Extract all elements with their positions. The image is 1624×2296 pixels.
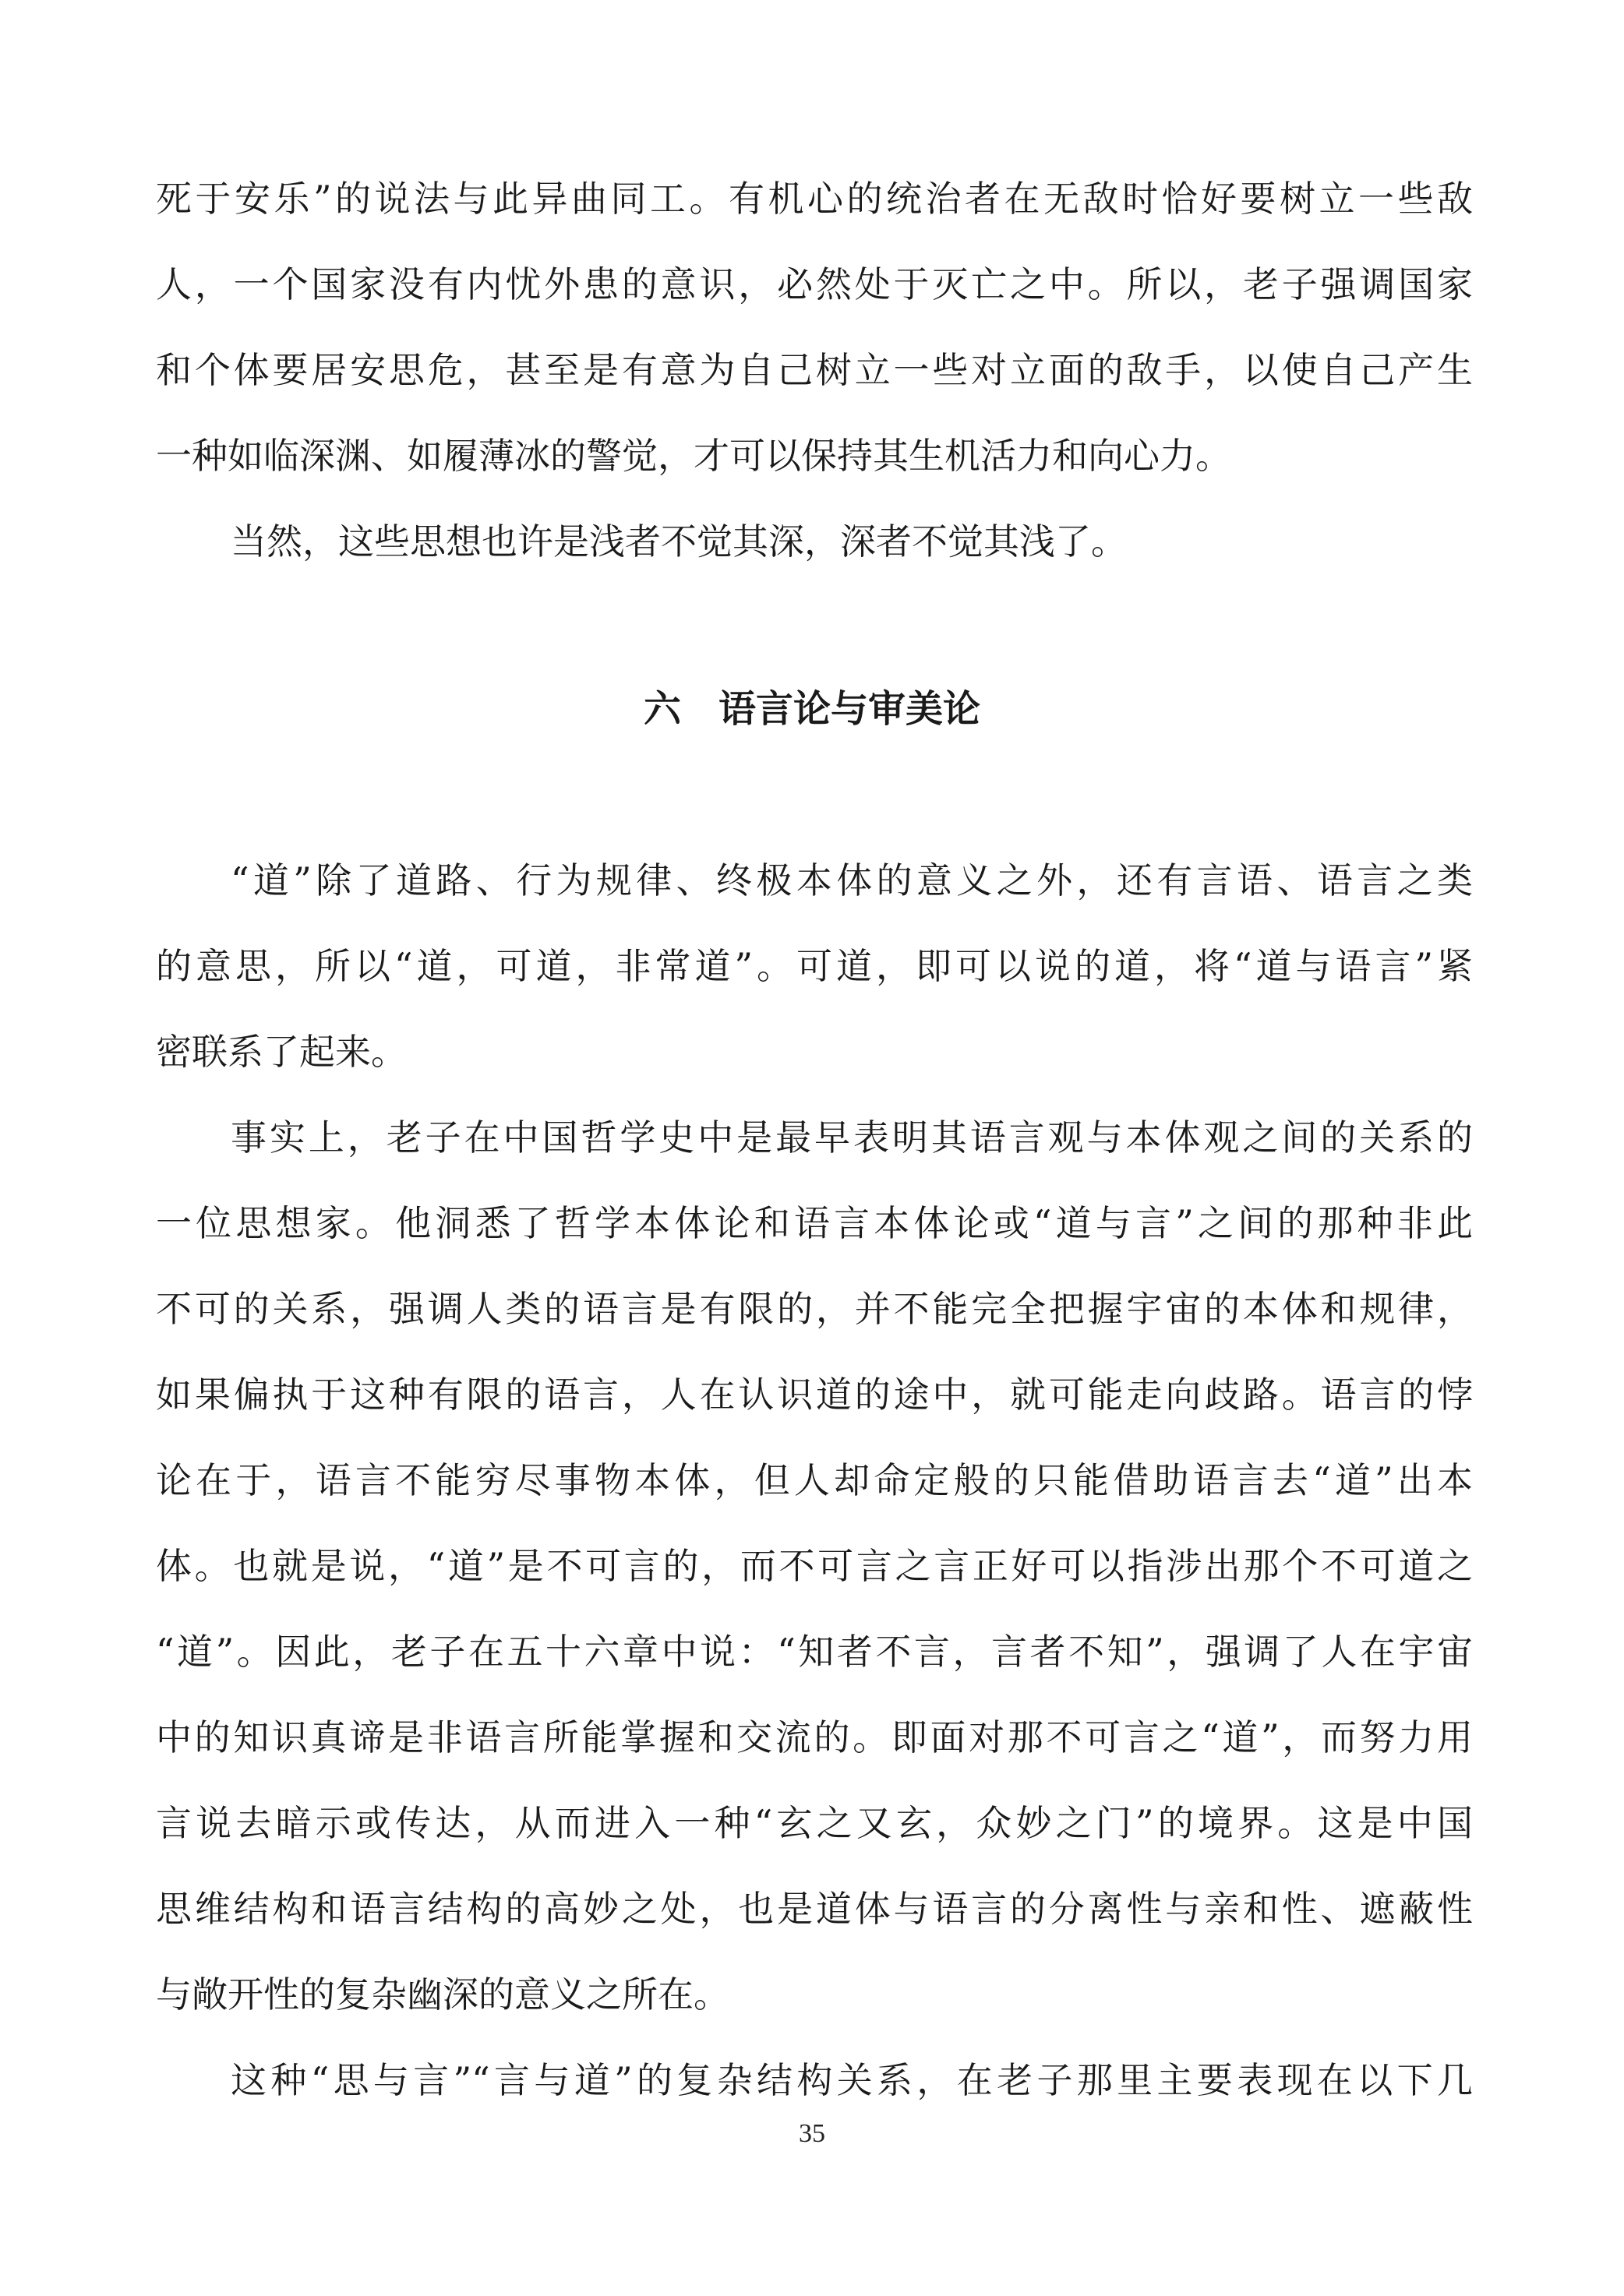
paragraph-continuation (156, 156, 1473, 499)
paragraph (156, 499, 1473, 584)
text-line: 的意思，所以“道，可道，非常道”。可道，即可以说的道，将“道与语言”紧 (156, 945, 1473, 987)
text-line: 人，一个国家没有内忧外患的意识，必然处于灭亡之中。所以，老子强调国家 (156, 263, 1473, 305)
page-number: 35 (799, 2119, 825, 2148)
paragraph-ending (156, 1952, 1473, 2037)
text-line: 一位思想家。他洞悉了哲学本体论和语言本体论或“道与言”之间的那种非此 (156, 1202, 1473, 1244)
text-line: 密联系了起来。 (156, 1031, 407, 1073)
paragraph (156, 2037, 1473, 2123)
text-line: 思维结构和语言结构的高妙之处，也是道体与语言的分离性与亲和性、遮蔽性 (156, 1888, 1473, 1930)
text-line: 不可的关系，强调人类的语言是有限的，并不能完全把握宇宙的本体和规律， (156, 1288, 1473, 1330)
paragraph (156, 1095, 1473, 1952)
text-line: 中的知识真谛是非语言所能掌握和交流的。即面对那不可言之“道”，而努力用 (156, 1716, 1473, 1758)
text-line: 死于安乐”的说法与此异曲同工。有机心的统治者在无敌时恰好要树立一些敌 (156, 178, 1473, 220)
text-line: “道”除了道路、行为规律、终极本体的意义之外，还有言语、语言之类 (231, 859, 1473, 901)
text-line: 与敞开性的复杂幽深的意义之所在。 (156, 1973, 729, 2016)
text-line: 和个体要居安思危，甚至是有意为自己树立一些对立面的敌手，以使自己产生 (156, 349, 1473, 391)
text-line: 一种如临深渊、如履薄冰的警觉，才可以保持其生机活力和向心力。 (156, 435, 1231, 477)
text-line: “道”。因此，老子在五十六章中说：“知者不言，言者不知”，强调了人在宇宙 (156, 1631, 1473, 1673)
text-line: 论在于，语言不能穷尽事物本体，但人却命定般的只能借助语言去“道”出本 (156, 1459, 1473, 1501)
section-heading: 六 语言论与审美论 (643, 687, 980, 731)
text-line: 体。也就是说，“道”是不可言的，而不可言之言正好可以指涉出那个不可道之 (156, 1545, 1473, 1587)
text-line: 如果偏执于这种有限的语言，人在认识道的途中，就可能走向歧路。语言的悖 (156, 1374, 1473, 1416)
text-line: 事实上，老子在中国哲学史中是最早表明其语言观与本体观之间的关系的 (231, 1116, 1473, 1159)
text-line: 当然，这些思想也许是浅者不觉其深，深者不觉其浅了。 (231, 520, 1127, 563)
text-line: 这种“思与言”“言与道”的复杂结构关系，在老子那里主要表现在以下几 (231, 2059, 1473, 2101)
text-line: 言说去暗示或传达，从而进入一种“玄之又玄，众妙之门”的境界。这是中国 (156, 1802, 1473, 1844)
paragraph (156, 838, 1473, 1095)
